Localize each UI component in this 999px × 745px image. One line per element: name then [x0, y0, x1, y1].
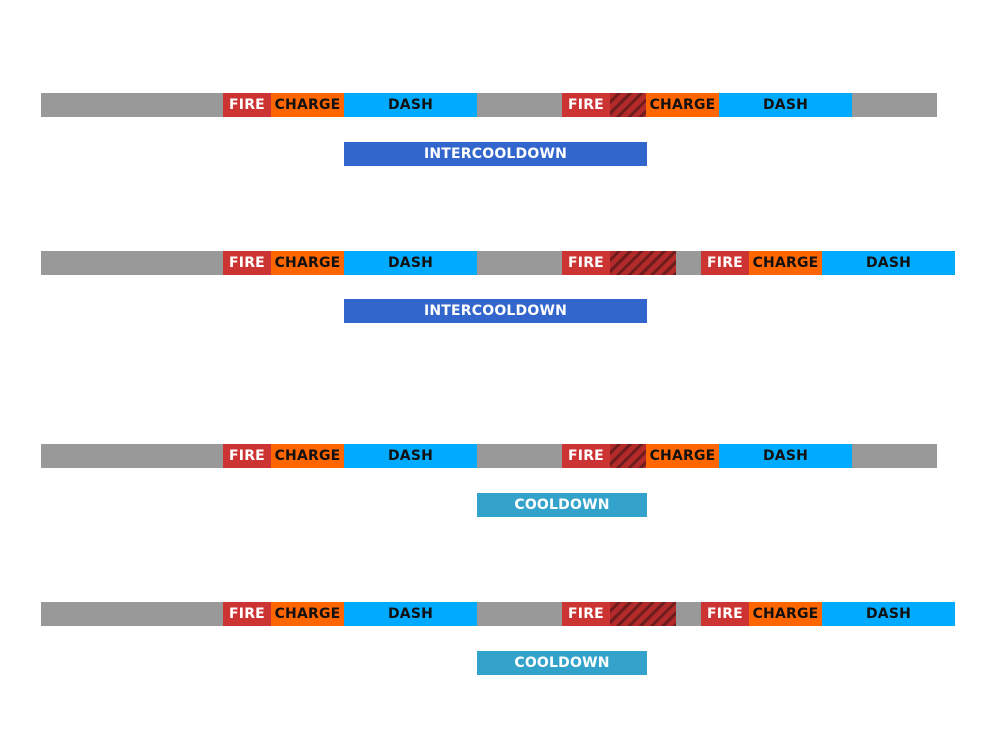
dash-segment: DASH [344, 444, 477, 468]
cancelled-charge-segment [610, 602, 676, 626]
dash-segment: DASH [719, 93, 852, 117]
dash-segment: DASH [344, 251, 477, 275]
charge-segment: CHARGE [749, 602, 822, 626]
fire-segment: FIRE [562, 602, 610, 626]
fire-segment: FIRE [562, 251, 610, 275]
fire-segment: FIRE [701, 251, 749, 275]
cooldown-bar: COOLDOWN [477, 651, 647, 675]
timeline-track [676, 251, 701, 275]
fire-segment: FIRE [223, 444, 271, 468]
charge-segment: CHARGE [749, 251, 822, 275]
intercooldown-bar: INTERCOOLDOWN [344, 299, 647, 323]
charge-segment: CHARGE [271, 93, 344, 117]
fire-segment: FIRE [562, 444, 610, 468]
dash-segment: DASH [719, 444, 852, 468]
charge-segment: CHARGE [271, 602, 344, 626]
dash-segment: DASH [822, 251, 955, 275]
fire-segment: FIRE [223, 251, 271, 275]
charge-segment: CHARGE [271, 444, 344, 468]
cancelled-charge-segment [610, 93, 646, 117]
cancelled-charge-segment [610, 251, 676, 275]
fire-segment: FIRE [223, 93, 271, 117]
dash-segment: DASH [344, 602, 477, 626]
fire-segment: FIRE [701, 602, 749, 626]
dash-segment: DASH [344, 93, 477, 117]
cooldown-bar: COOLDOWN [477, 493, 647, 517]
cancelled-charge-segment [610, 444, 646, 468]
charge-segment: CHARGE [646, 93, 719, 117]
fire-segment: FIRE [223, 602, 271, 626]
timeline-track [676, 602, 701, 626]
dash-segment: DASH [822, 602, 955, 626]
fire-segment: FIRE [562, 93, 610, 117]
charge-segment: CHARGE [271, 251, 344, 275]
charge-segment: CHARGE [646, 444, 719, 468]
intercooldown-bar: INTERCOOLDOWN [344, 142, 647, 166]
